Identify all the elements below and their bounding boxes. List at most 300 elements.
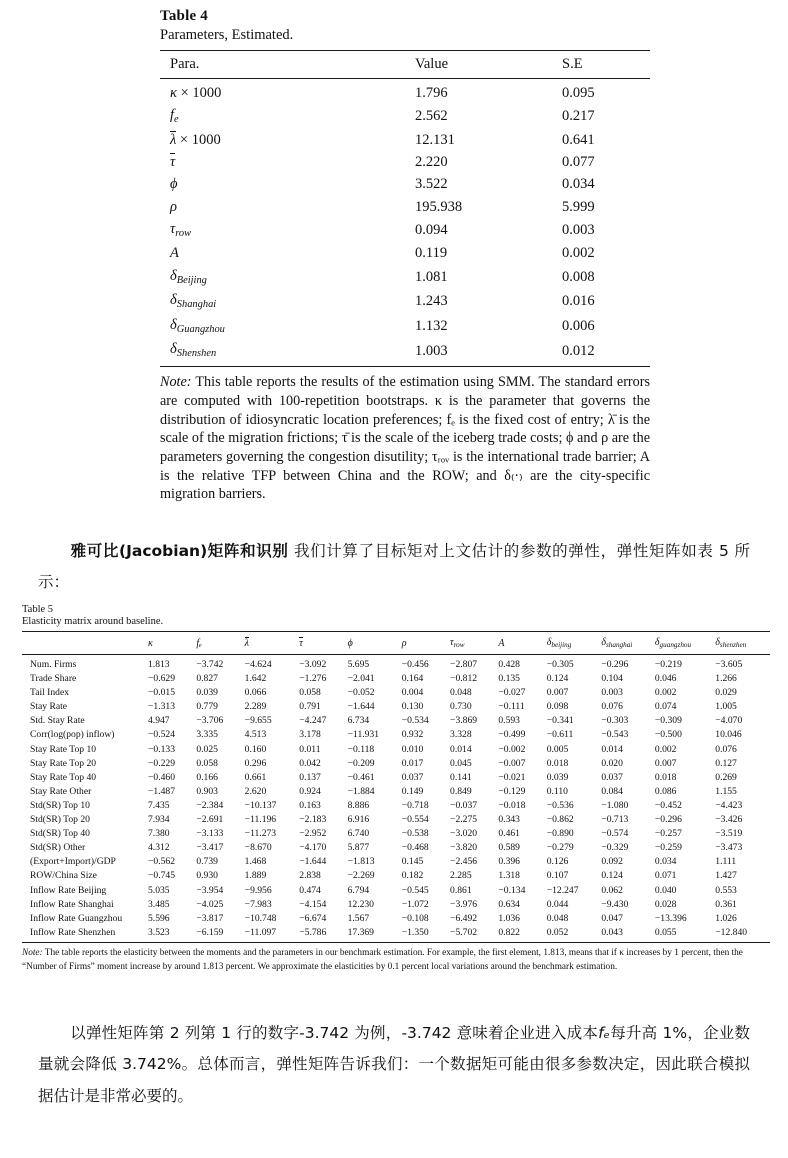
cell-elasticity: 2.838 [299, 870, 321, 882]
table-4-note [160, 373, 650, 504]
paragraph-example-line1: 以弹性矩阵第 2 列第 1 行的数字-3.742 为例，-3.742 意味着企业进入成本 [70, 1023, 599, 1042]
cell-elasticity: 3.328 [450, 729, 472, 741]
cell-moment-label: Corr(log(pop) inflow) [30, 729, 115, 741]
cell-elasticity: 1.889 [244, 870, 267, 882]
cell-elasticity: 0.861 [450, 884, 472, 896]
cell-elasticity: 0.007 [654, 757, 677, 769]
cell-elasticity: 0.058 [299, 687, 321, 699]
paragraph-jacobian-lead: 雅可比(Jacobian)矩阵和识别 [70, 541, 289, 560]
table-header-row [22, 632, 770, 655]
cell-elasticity: −0.259 [654, 842, 682, 854]
cell-elasticity: −0.257 [654, 828, 682, 840]
cell-elasticity: −12.247 [546, 884, 579, 896]
cell-elasticity: 6.794 [347, 884, 370, 896]
cell-elasticity: 1.468 [244, 856, 267, 868]
cell-elasticity: 0.025 [196, 743, 218, 755]
cell-elasticity: 0.166 [196, 771, 218, 783]
cell-elasticity: 0.037 [601, 771, 623, 783]
column-header-3: λ [245, 632, 300, 655]
column-header-4: τ [299, 632, 347, 655]
cell-elasticity: −3.976 [450, 898, 478, 910]
cell-moment-label: Tail Index [30, 687, 70, 699]
cell-elasticity: −1.487 [148, 785, 175, 797]
cell-elasticity: 1.155 [715, 785, 737, 797]
cell-elasticity: 0.428 [498, 659, 520, 671]
cell-elasticity: 3.523 [148, 926, 170, 938]
cell-elasticity: 0.137 [299, 771, 321, 783]
cell-elasticity: 0.149 [401, 785, 424, 797]
cell-elasticity: −0.305 [546, 659, 574, 671]
cell-elasticity: 7.380 [148, 828, 170, 840]
cell-elasticity: 0.130 [401, 701, 424, 713]
cell-elasticity: −3.092 [299, 659, 327, 671]
cell-elasticity: 7.435 [148, 799, 170, 811]
cell-moment-label: Std(SR) Top 10 [30, 799, 90, 811]
table-row [22, 686, 770, 700]
cell-elasticity: −4.247 [299, 715, 327, 727]
cell-elasticity: 0.071 [654, 870, 677, 882]
cell-elasticity: 0.002 [654, 687, 677, 699]
cell-elasticity: −4.170 [299, 842, 327, 854]
table-5-note-label: Note: [22, 947, 43, 958]
table-row [160, 314, 650, 339]
cell-value: 1.243 [415, 293, 448, 310]
cell-elasticity: −0.037 [450, 799, 478, 811]
cell-elasticity: 0.739 [196, 856, 218, 868]
cell-elasticity: 1.036 [498, 912, 520, 924]
cell-elasticity: −0.007 [498, 757, 526, 769]
table-row [160, 289, 650, 314]
cell-elasticity: −9.655 [244, 715, 272, 727]
table-5-header [22, 632, 770, 655]
cell-elasticity: −0.341 [546, 715, 574, 727]
cell-elasticity: −4.624 [244, 659, 272, 671]
cell-elasticity: 0.076 [601, 701, 623, 713]
cell-elasticity: −0.545 [401, 884, 429, 896]
cell-elasticity: 0.048 [546, 912, 569, 924]
cell-elasticity: −4.025 [196, 898, 224, 910]
cell-elasticity: 0.269 [715, 771, 737, 783]
cell-elasticity: 1.642 [244, 673, 267, 685]
cell-value: 2.220 [415, 154, 448, 171]
cell-elasticity: −0.129 [498, 785, 526, 797]
table-4 [160, 50, 650, 366]
cell-elasticity: 0.296 [244, 757, 267, 769]
cell-elasticity: 0.005 [546, 743, 569, 755]
cell-elasticity: 0.127 [715, 757, 737, 769]
cell-elasticity: −0.538 [401, 828, 429, 840]
cell-elasticity: 0.003 [601, 687, 623, 699]
cell-elasticity: 0.062 [601, 884, 623, 896]
cell-elasticity: 10.046 [715, 729, 742, 741]
cell-elasticity: −0.461 [347, 771, 375, 783]
cell-elasticity: −2.269 [347, 870, 375, 882]
cell-elasticity: −8.670 [244, 842, 272, 854]
cell-standard-error: 0.016 [562, 293, 595, 310]
cell-elasticity: −0.296 [654, 814, 682, 826]
cell-moment-label: Std(SR) Other [30, 842, 86, 854]
cell-elasticity: −0.303 [601, 715, 629, 727]
cell-elasticity: 0.042 [299, 757, 321, 769]
cell-elasticity: −5.786 [299, 926, 327, 938]
table-row [22, 911, 770, 925]
cell-elasticity: 0.037 [401, 771, 424, 783]
cell-elasticity: 0.141 [450, 771, 472, 783]
cell-elasticity: −0.460 [148, 771, 175, 783]
cell-moment-label: Stay Rate Top 40 [30, 771, 97, 783]
cell-elasticity: −0.118 [347, 743, 375, 755]
paragraph-example-line2: 每升高 1%，企业数量就会降低 3.742%。总体而言，弹性矩阵告诉我们：一个数据矩可能由很多参数决定，因此联合模拟据估计是非常必要的。 [38, 1023, 750, 1106]
cell-elasticity: −0.452 [654, 799, 682, 811]
table-row [160, 129, 650, 151]
cell-moment-label: Std(SR) Top 40 [30, 828, 90, 840]
column-header-11: $\delta_{guangzhou}$ [655, 632, 715, 655]
table-5-bottom-rule [22, 942, 770, 943]
column-header-para: Para. [160, 51, 405, 79]
cell-elasticity: −0.209 [347, 757, 375, 769]
cell-elasticity: −6.674 [299, 912, 327, 924]
cell-elasticity: −3.519 [715, 828, 743, 840]
table-4-body [160, 79, 650, 367]
cell-moment-label: Stay Rate Top 20 [30, 757, 97, 769]
cell-elasticity: −6.492 [450, 912, 478, 924]
paragraph-jacobian [38, 536, 750, 600]
cell-moment-label: Trade Share [30, 673, 77, 685]
cell-elasticity: −0.574 [601, 828, 629, 840]
cell-moment-label: ROW/China Size [30, 870, 97, 882]
cell-elasticity: −1.644 [299, 856, 327, 868]
cell-elasticity: 0.034 [654, 856, 677, 868]
cell-elasticity: 0.779 [196, 701, 218, 713]
cell-elasticity: 0.343 [498, 814, 520, 826]
cell-elasticity: 1.111 [715, 856, 737, 868]
cell-elasticity: −0.468 [401, 842, 429, 854]
cell-elasticity: −3.869 [450, 715, 478, 727]
cell-elasticity: −3.605 [715, 659, 743, 671]
cell-elasticity: 3.485 [148, 898, 170, 910]
cell-elasticity: 0.124 [601, 870, 623, 882]
cell-elasticity: −10.748 [244, 912, 277, 924]
cell-elasticity: −2.183 [299, 814, 327, 826]
table-row [160, 196, 650, 218]
cell-elasticity: 0.730 [450, 701, 472, 713]
cell-elasticity: 6.916 [347, 814, 370, 826]
cell-elasticity: 6.740 [347, 828, 370, 840]
table-row [160, 242, 650, 264]
column-header-moment [22, 632, 148, 655]
cell-value: 1.796 [415, 85, 448, 101]
table-5-note [22, 947, 770, 975]
cell-elasticity: 0.018 [546, 757, 569, 769]
table-5-body [22, 655, 770, 942]
cell-elasticity: −1.313 [148, 701, 175, 713]
cell-elasticity: −0.500 [654, 729, 682, 741]
column-header-8: A [498, 632, 546, 655]
paragraph-jacobian-body: 我们计算了目标矩对上文估计的参数的弹性，弹性矩阵如表 5 所示： [38, 541, 750, 592]
table-row [160, 151, 650, 173]
cell-standard-error: 0.641 [562, 131, 595, 148]
cell-elasticity: 0.107 [546, 870, 569, 882]
cell-elasticity: −11.931 [347, 729, 380, 741]
cell-elasticity: 1.266 [715, 673, 737, 685]
cell-elasticity: 1.026 [715, 912, 737, 924]
table-row [22, 827, 770, 841]
column-header-1: κ [148, 632, 196, 655]
cell-elasticity: 0.002 [654, 743, 677, 755]
cell-moment-label: Std(SR) Top 20 [30, 814, 90, 826]
cell-elasticity: −0.134 [498, 884, 526, 896]
cell-elasticity: 0.661 [244, 771, 267, 783]
cell-elasticity: −2.691 [196, 814, 224, 826]
cell-elasticity: −3.817 [196, 912, 224, 924]
table-row [160, 104, 650, 129]
table-row [22, 700, 770, 714]
cell-parameter: $\tau_{row}$ [170, 220, 192, 239]
cell-moment-label: Std. Stay Rate [30, 715, 85, 727]
table-5 [22, 631, 770, 942]
cell-parameter: κ × 1000 [170, 85, 222, 101]
cell-elasticity: −0.002 [498, 743, 526, 755]
cell-value: 0.119 [415, 245, 448, 262]
cell-elasticity: −3.417 [196, 842, 224, 854]
cell-moment-label: (Export+Import)/GDP [30, 856, 116, 868]
paragraph-example-math: fₑ [598, 1023, 610, 1042]
table-row [22, 742, 770, 756]
cell-elasticity: 3.335 [196, 729, 218, 741]
column-header-value: Value [405, 51, 552, 79]
cell-parameter: λ × 1000 [170, 131, 221, 148]
cell-elasticity: 4.312 [148, 842, 170, 854]
cell-elasticity: −0.027 [498, 687, 526, 699]
cell-value: 3.522 [415, 176, 448, 193]
cell-parameter: $\delta_{Beijing}$ [170, 267, 207, 286]
paragraph-example [38, 1018, 750, 1113]
cell-parameter: $f_e$ [170, 107, 179, 126]
column-header-2: fₑ [196, 632, 244, 655]
cell-value: 0.094 [415, 221, 448, 238]
cell-elasticity: −0.629 [148, 673, 175, 685]
cell-standard-error: 0.095 [562, 85, 595, 101]
cell-parameter: A [170, 245, 179, 262]
cell-elasticity: −4.070 [715, 715, 743, 727]
cell-parameter: $\delta_{Guangzhou}$ [170, 316, 225, 335]
table-4-label: Table 4 [160, 8, 208, 24]
column-header-se: S.E [552, 51, 650, 79]
table-row [22, 855, 770, 869]
cell-elasticity: 0.048 [450, 687, 472, 699]
cell-elasticity: 0.011 [299, 743, 321, 755]
cell-elasticity: 0.164 [401, 673, 424, 685]
table-4-note-text: This table reports the results of the estimation using SMM. The standard errors are computed with 100-repetition bootstraps. κ is the parameter that governs the distribution of idiosyncratic location preferences; fₑ is the fixed cost of entry; λ̄ is the scale of the migration frictions; τ̄ is the scale of the iceberg trade costs; ϕ and ρ are the parameters governing the congestion disutility; τᵣₒᵥ is the international trade barrier; A is the relative TFP between China and the ROW; and δ₍·₎ are the city-specific migration barriers. [160, 374, 650, 503]
cell-elasticity: 0.930 [196, 870, 218, 882]
cell-moment-label: Stay Rate [30, 701, 68, 713]
cell-elasticity: 0.039 [546, 771, 569, 783]
cell-elasticity: 0.046 [654, 673, 677, 685]
cell-elasticity: 4.947 [148, 715, 170, 727]
cell-elasticity: −0.021 [498, 771, 526, 783]
table-row [22, 756, 770, 770]
cell-elasticity: 0.124 [546, 673, 569, 685]
cell-value: 1.132 [415, 318, 448, 335]
cell-elasticity: −5.702 [450, 926, 478, 938]
cell-elasticity: 5.596 [148, 912, 170, 924]
cell-elasticity: 3.178 [299, 729, 321, 741]
cell-elasticity: −3.473 [715, 842, 743, 854]
cell-elasticity: 0.135 [498, 673, 520, 685]
table-4-bottom-rule [160, 366, 650, 367]
cell-elasticity: 0.086 [654, 785, 677, 797]
cell-standard-error: 0.217 [562, 108, 595, 125]
cell-parameter: τ [170, 154, 176, 171]
cell-elasticity: −9.956 [244, 884, 272, 896]
cell-elasticity: −2.275 [450, 814, 478, 826]
cell-elasticity: 0.039 [196, 687, 218, 699]
table-row [22, 841, 770, 855]
cell-standard-error: 0.006 [562, 318, 595, 335]
cell-elasticity: −3.742 [196, 659, 224, 671]
cell-elasticity: −0.133 [148, 743, 175, 755]
cell-elasticity: 1.567 [347, 912, 370, 924]
cell-moment-label: Inflow Rate Beijing [30, 884, 107, 896]
cell-elasticity: −0.018 [498, 799, 526, 811]
cell-elasticity: −0.015 [148, 687, 175, 699]
column-header-7: $\tau_{row}$ [450, 632, 498, 655]
cell-elasticity: −7.983 [244, 898, 272, 910]
cell-moment-label: Stay Rate Top 10 [30, 743, 97, 755]
cell-elasticity: 0.163 [299, 799, 321, 811]
cell-elasticity: −2.456 [450, 856, 478, 868]
cell-elasticity: −0.536 [546, 799, 574, 811]
cell-elasticity: 2.285 [450, 870, 472, 882]
cell-elasticity: −1.350 [401, 926, 429, 938]
column-header-6: ρ [402, 632, 450, 655]
cell-elasticity: −11.097 [244, 926, 277, 938]
cell-elasticity: 0.593 [498, 715, 520, 727]
cell-elasticity: −1.080 [601, 799, 629, 811]
cell-elasticity: 0.020 [601, 757, 623, 769]
cell-standard-error: 0.077 [562, 154, 595, 171]
cell-elasticity: 0.396 [498, 856, 520, 868]
cell-elasticity: −0.499 [498, 729, 526, 741]
cell-elasticity: −1.813 [347, 856, 375, 868]
cell-elasticity: −13.396 [654, 912, 687, 924]
cell-moment-label: Inflow Rate Shanghai [30, 898, 114, 910]
cell-value: 1.003 [415, 342, 448, 359]
cell-elasticity: 6.734 [347, 715, 370, 727]
cell-elasticity: −1.276 [299, 673, 327, 685]
cell-elasticity: −6.159 [196, 926, 224, 938]
cell-elasticity: −3.954 [196, 884, 224, 896]
column-header-5: ϕ [348, 632, 402, 655]
cell-elasticity: 0.076 [715, 743, 737, 755]
cell-elasticity: 1.005 [715, 701, 737, 713]
table-5-caption: Elasticity matrix around baseline. [22, 616, 164, 627]
cell-elasticity: 0.017 [401, 757, 424, 769]
cell-standard-error: 0.008 [562, 268, 595, 285]
cell-elasticity: 0.589 [498, 842, 520, 854]
cell-elasticity: 0.043 [601, 926, 623, 938]
cell-parameter: $\delta_{Shenshen}$ [170, 341, 217, 360]
cell-elasticity: 0.084 [601, 785, 623, 797]
cell-elasticity: 1.813 [148, 659, 170, 671]
cell-elasticity: 0.849 [450, 785, 472, 797]
cell-elasticity: 0.924 [299, 785, 321, 797]
cell-elasticity: 0.074 [654, 701, 677, 713]
table-header-row [160, 51, 650, 79]
cell-elasticity: −3.020 [450, 828, 478, 840]
cell-moment-label: Inflow Rate Guangzhou [30, 912, 123, 924]
cell-elasticity: −0.296 [601, 659, 629, 671]
cell-moment-label: Num. Firms [30, 659, 77, 671]
table-5-block [22, 604, 770, 975]
column-header-10: $\delta_{shanghai}$ [601, 632, 655, 655]
cell-standard-error: 0.034 [562, 176, 595, 193]
cell-elasticity: 0.066 [244, 687, 267, 699]
cell-elasticity: 0.104 [601, 673, 623, 685]
cell-elasticity: −0.745 [148, 870, 175, 882]
cell-elasticity: 0.160 [244, 743, 267, 755]
cell-elasticity: −0.309 [654, 715, 682, 727]
cell-elasticity: −0.890 [546, 828, 574, 840]
cell-elasticity: 0.932 [401, 729, 424, 741]
cell-elasticity: 0.018 [654, 771, 677, 783]
cell-elasticity: 0.045 [450, 757, 472, 769]
cell-elasticity: 0.182 [401, 870, 424, 882]
cell-standard-error: 0.003 [562, 221, 595, 238]
cell-elasticity: −1.884 [347, 785, 375, 797]
cell-elasticity: 5.035 [148, 884, 170, 896]
cell-elasticity: 12.230 [347, 898, 374, 910]
table-4-note-label: Note: [160, 374, 192, 391]
table-row [22, 728, 770, 742]
cell-elasticity: 0.014 [601, 743, 623, 755]
table-4-block [160, 8, 650, 504]
cell-elasticity: −1.644 [347, 701, 375, 713]
cell-elasticity: 0.052 [546, 926, 569, 938]
cell-elasticity: −0.279 [546, 842, 574, 854]
cell-elasticity: −2.807 [450, 659, 478, 671]
cell-elasticity: 17.369 [347, 926, 374, 938]
cell-elasticity: 0.014 [450, 743, 472, 755]
table-row [22, 813, 770, 827]
cell-elasticity: −0.562 [148, 856, 175, 868]
cell-elasticity: 0.040 [654, 884, 677, 896]
table-row [22, 869, 770, 883]
cell-elasticity: 0.058 [196, 757, 218, 769]
cell-elasticity: −0.329 [601, 842, 629, 854]
cell-elasticity: −0.718 [401, 799, 429, 811]
cell-elasticity: −1.072 [401, 898, 429, 910]
cell-elasticity: −12.840 [715, 926, 748, 938]
cell-elasticity: 0.553 [715, 884, 737, 896]
cell-standard-error: 0.012 [562, 342, 595, 359]
cell-parameter: ϕ [170, 176, 178, 193]
cell-elasticity: 0.110 [546, 785, 568, 797]
cell-elasticity: −3.706 [196, 715, 224, 727]
cell-elasticity: −11.273 [244, 828, 277, 840]
table-row [160, 218, 650, 243]
cell-elasticity: 7.934 [148, 814, 170, 826]
cell-elasticity: −2.952 [299, 828, 327, 840]
cell-elasticity: 5.877 [347, 842, 370, 854]
cell-elasticity: −0.534 [401, 715, 429, 727]
table-row [22, 925, 770, 942]
cell-elasticity: −0.611 [546, 729, 574, 741]
cell-elasticity: −0.456 [401, 659, 429, 671]
cell-elasticity: 0.044 [546, 898, 569, 910]
table-5-note-text: The table reports the elasticity between the moments and the parameters in our benchmark estimation. For example, the first element, 1.813, means that if κ increases by 1 percent, then the “Number of Firms” moment increase by around 1.813 percent. We approximate the elasticities by 0.1 percent local variations around the benchmark estimation. [22, 947, 743, 972]
table-4-header [160, 51, 650, 79]
